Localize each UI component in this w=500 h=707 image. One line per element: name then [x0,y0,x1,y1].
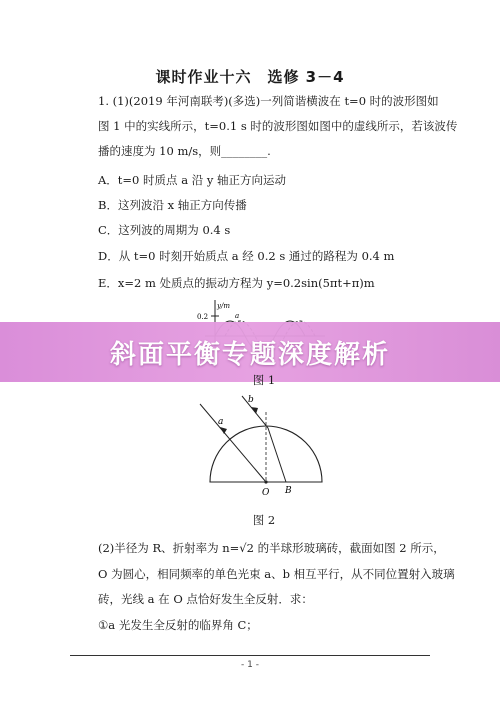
option-e: E．x=2 m 处质点的振动方程为 y=0.2sin(5πt+π)m [98,276,375,290]
question-1-line-2: 图 1 中的实线所示，t=0.1 s 时的波形图如图中的虚线所示，若该波传 [98,119,458,133]
ray-a [200,404,266,482]
page-title: 课时作业十六 选修 3－4 [155,68,345,86]
figure-2-caption: 图 2 [252,513,276,527]
figure-1-caption: 图 1 [252,373,276,387]
figure-2-glass-diagram [196,394,336,504]
question-1-line-3: 播的速度为 10 m/s，则________. [98,144,271,158]
question-2-line-4: ①a 光发生全反射的临界角 C； [98,618,258,632]
question-2-line-3: 砖，光线 a 在 O 点恰好发生全反射．求： [98,592,313,606]
question-1-line-1: 1. (1)(2019 年河南联考)(多选)一列简谐横波在 t=0 时的波形图如 [98,94,439,108]
question-2-line-1: (2)半径为 R、折射率为 n=√2 的半球形玻璃砖，截面如图 2 所示， [98,541,445,555]
question-2-line-2: O 为圆心，相同频率的单色光束 a、b 相互平行，从不同位置射入玻璃 [98,567,455,581]
page-number: - 1 - [241,660,259,670]
ray-b-refracted [268,428,286,482]
point-b-label: B [285,486,292,496]
option-a: A．t=0 时质点 a 沿 y 轴正方向运动 [98,173,287,187]
tick-label: 0.2 [197,313,209,321]
option-c: C．这列波的周期为 0.4 s [98,223,231,237]
banner-text: 斜面平衡专题深度解析 [109,339,390,370]
footer-rule [70,655,430,656]
ray-b-label: b [248,395,254,405]
ray-a-label: a [218,417,224,427]
option-d: D．从 t=0 时刻开始质点 a 经 0.2 s 通过的路程为 0.4 m [98,249,395,263]
point-a-label: a [235,312,240,320]
y-axis-label: y/m [217,302,230,310]
center-o-label: O [262,488,270,498]
option-b: B．这列波沿 x 轴正方向传播 [98,198,247,212]
